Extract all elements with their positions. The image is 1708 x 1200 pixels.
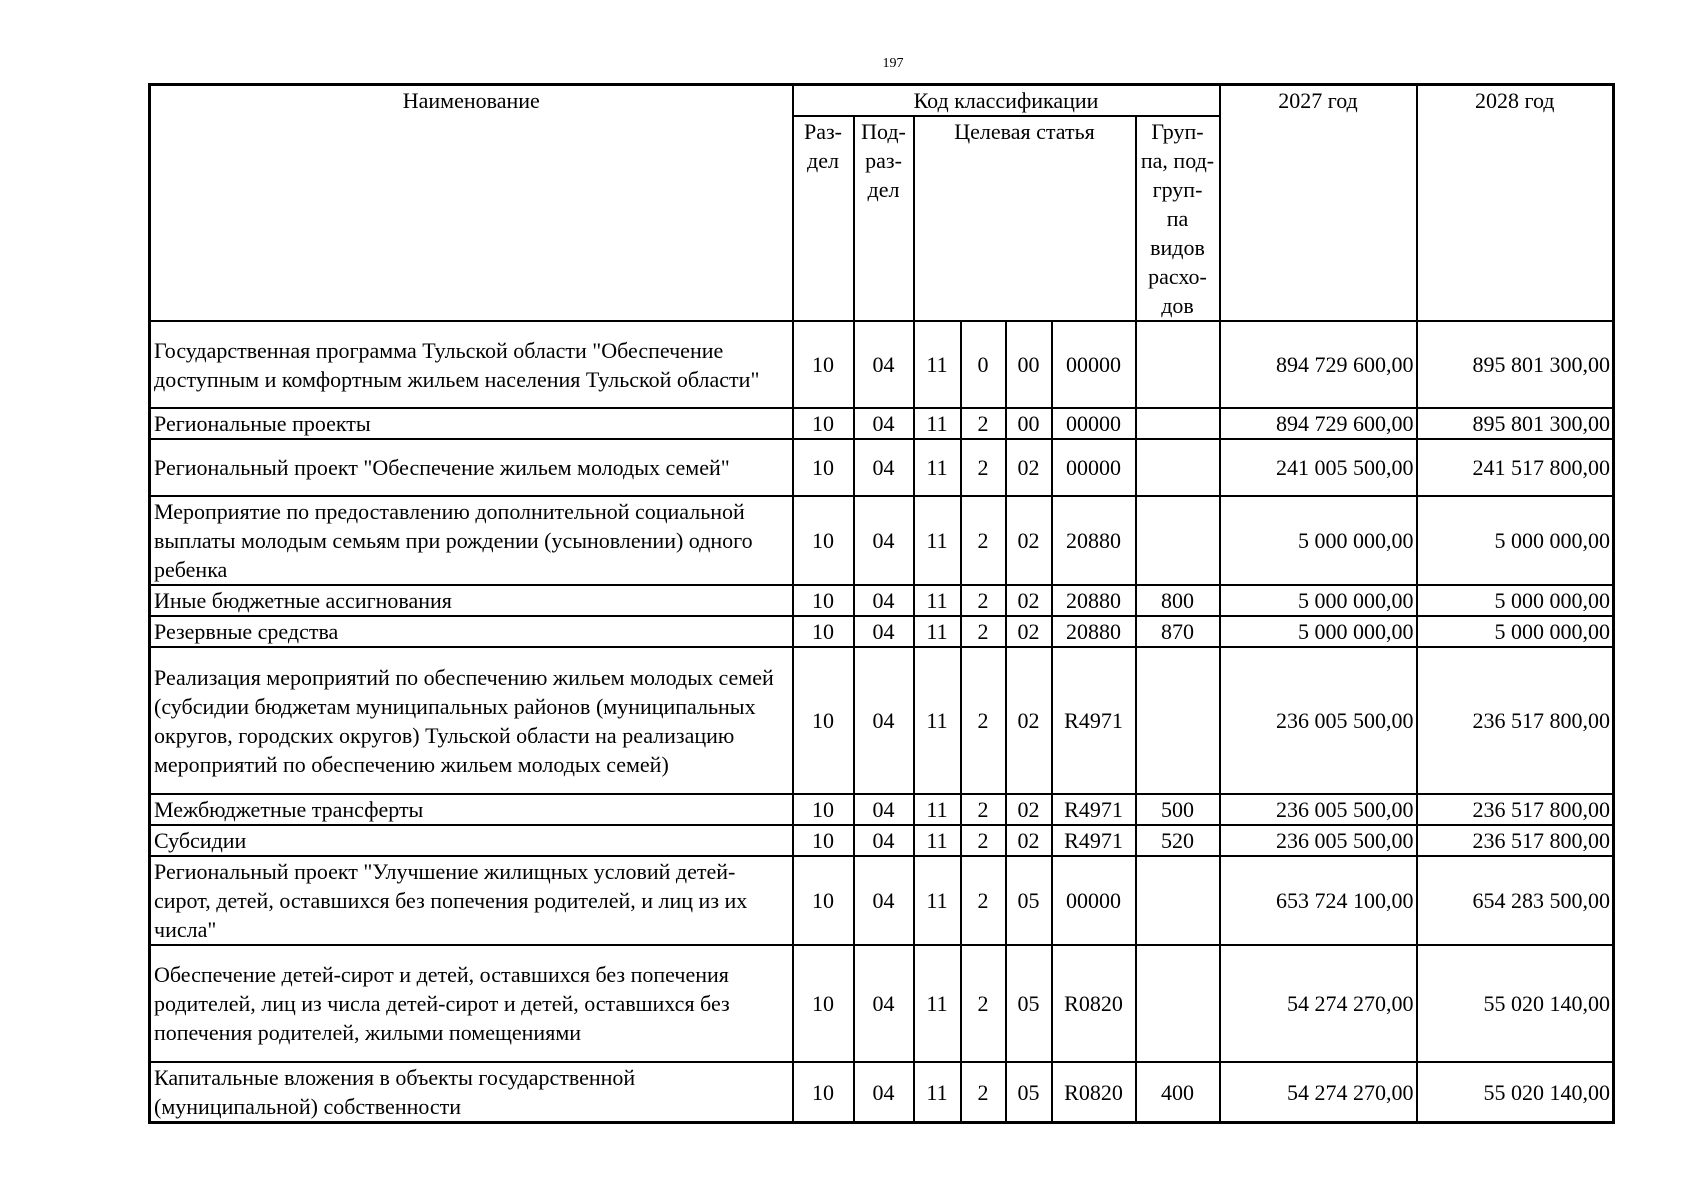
- row-razdel: 10: [793, 408, 854, 439]
- header-podrazdel: Под- раз- дел: [854, 116, 914, 321]
- row-amount-2028: 895 801 300,00: [1417, 321, 1614, 408]
- row-target-type: 0: [961, 321, 1006, 408]
- row-amount-2028: 236 517 800,00: [1417, 647, 1614, 794]
- row-target-subprogram: 02: [1006, 496, 1052, 585]
- row-target-type: 2: [961, 856, 1006, 945]
- header-year-2028: 2028 год: [1417, 85, 1614, 322]
- row-target-direction: 20880: [1052, 616, 1136, 647]
- row-target-program: 11: [914, 647, 961, 794]
- row-podrazdel: 04: [854, 496, 914, 585]
- row-target-direction: R4971: [1052, 825, 1136, 856]
- row-target-subprogram: 02: [1006, 647, 1052, 794]
- row-target-subprogram: 05: [1006, 856, 1052, 945]
- row-amount-2027: 241 005 500,00: [1220, 439, 1417, 496]
- table-row: [150, 496, 1614, 585]
- row-target-program: 11: [914, 585, 961, 616]
- row-name: Мероприятие по предоставлению дополнительной социальной выплаты молодым семьям при рождении (усыновлении) одного ребенка: [150, 496, 793, 585]
- row-target-type: 2: [961, 1062, 1006, 1123]
- row-target-direction: 20880: [1052, 585, 1136, 616]
- row-name: Субсидии: [150, 825, 793, 856]
- row-amount-2028: 236 517 800,00: [1417, 794, 1614, 825]
- row-razdel: 10: [793, 1062, 854, 1123]
- row-razdel: 10: [793, 945, 854, 1062]
- row-target-program: 11: [914, 496, 961, 585]
- row-target-direction: R4971: [1052, 647, 1136, 794]
- row-amount-2027: 5 000 000,00: [1220, 496, 1417, 585]
- row-podrazdel: 04: [854, 585, 914, 616]
- row-name: Региональный проект "Улучшение жилищных условий детей-сирот, детей, оставшихся без попечения родителей, и лиц из их числа": [150, 856, 793, 945]
- row-target-program: 11: [914, 616, 961, 647]
- table-row: [150, 585, 1614, 616]
- row-expense-group: [1136, 408, 1220, 439]
- row-target-subprogram: 02: [1006, 585, 1052, 616]
- row-expense-group: [1136, 496, 1220, 585]
- row-name: Межбюджетные трансферты: [150, 794, 793, 825]
- row-podrazdel: 04: [854, 408, 914, 439]
- row-target-program: 11: [914, 825, 961, 856]
- row-amount-2027: 236 005 500,00: [1220, 825, 1417, 856]
- row-target-type: 2: [961, 616, 1006, 647]
- row-expense-group: 400: [1136, 1062, 1220, 1123]
- row-name: Региональный проект "Обеспечение жильем молодых семей": [150, 439, 793, 496]
- row-target-direction: 00000: [1052, 321, 1136, 408]
- header-code: Код классификации: [793, 85, 1220, 117]
- header-target: Целевая статья: [914, 116, 1136, 321]
- row-podrazdel: 04: [854, 856, 914, 945]
- row-target-type: 2: [961, 585, 1006, 616]
- table-row: [150, 408, 1614, 439]
- row-target-type: 2: [961, 496, 1006, 585]
- row-amount-2028: 55 020 140,00: [1417, 945, 1614, 1062]
- row-target-direction: 00000: [1052, 856, 1136, 945]
- row-target-type: 2: [961, 408, 1006, 439]
- row-razdel: 10: [793, 825, 854, 856]
- row-target-subprogram: 05: [1006, 1062, 1052, 1123]
- row-amount-2028: 5 000 000,00: [1417, 616, 1614, 647]
- row-name: Иные бюджетные ассигнования: [150, 585, 793, 616]
- row-target-type: 2: [961, 794, 1006, 825]
- row-target-type: 2: [961, 439, 1006, 496]
- row-amount-2027: 54 274 270,00: [1220, 945, 1417, 1062]
- row-razdel: 10: [793, 616, 854, 647]
- table-row: [150, 945, 1614, 1062]
- row-target-direction: 00000: [1052, 408, 1136, 439]
- row-target-subprogram: 02: [1006, 439, 1052, 496]
- row-target-subprogram: 00: [1006, 408, 1052, 439]
- row-expense-group: [1136, 945, 1220, 1062]
- row-target-program: 11: [914, 1062, 961, 1123]
- row-podrazdel: 04: [854, 945, 914, 1062]
- row-expense-group: 800: [1136, 585, 1220, 616]
- row-podrazdel: 04: [854, 794, 914, 825]
- row-razdel: 10: [793, 794, 854, 825]
- row-target-type: 2: [961, 647, 1006, 794]
- row-target-subprogram: 02: [1006, 616, 1052, 647]
- row-target-program: 11: [914, 794, 961, 825]
- row-amount-2027: 54 274 270,00: [1220, 1062, 1417, 1123]
- row-name: Реализация мероприятий по обеспечению жильем молодых семей (субсидии бюджетам муниципальных районов (муниципальных округов, городских округов) Тульской области на реализацию мероприятий по обеспечению жильем молодых семей): [150, 647, 793, 794]
- row-razdel: 10: [793, 496, 854, 585]
- header-name: Наименование: [150, 85, 793, 322]
- row-expense-group: 500: [1136, 794, 1220, 825]
- row-amount-2028: 241 517 800,00: [1417, 439, 1614, 496]
- row-name: Резервные средства: [150, 616, 793, 647]
- row-target-type: 2: [961, 945, 1006, 1062]
- header-year-2027: 2027 год: [1220, 85, 1417, 322]
- row-amount-2028: 5 000 000,00: [1417, 585, 1614, 616]
- row-amount-2027: 5 000 000,00: [1220, 616, 1417, 647]
- row-target-subprogram: 00: [1006, 321, 1052, 408]
- row-podrazdel: 04: [854, 439, 914, 496]
- row-razdel: 10: [793, 439, 854, 496]
- row-target-direction: R0820: [1052, 1062, 1136, 1123]
- row-amount-2027: 236 005 500,00: [1220, 794, 1417, 825]
- row-amount-2027: 653 724 100,00: [1220, 856, 1417, 945]
- table-row: [150, 439, 1614, 496]
- row-razdel: 10: [793, 856, 854, 945]
- row-amount-2027: 894 729 600,00: [1220, 321, 1417, 408]
- row-amount-2027: 894 729 600,00: [1220, 408, 1417, 439]
- row-amount-2028: 895 801 300,00: [1417, 408, 1614, 439]
- row-target-program: 11: [914, 945, 961, 1062]
- table-row: [150, 825, 1614, 856]
- table-row: [150, 616, 1614, 647]
- row-target-subprogram: 02: [1006, 794, 1052, 825]
- row-name: Государственная программа Тульской области "Обеспечение доступным и комфортным жильем населения Тульской области": [150, 321, 793, 408]
- row-podrazdel: 04: [854, 647, 914, 794]
- table-row: [150, 1062, 1614, 1123]
- row-target-direction: 20880: [1052, 496, 1136, 585]
- table-row: [150, 856, 1614, 945]
- row-podrazdel: 04: [854, 1062, 914, 1123]
- row-amount-2028: 236 517 800,00: [1417, 825, 1614, 856]
- row-podrazdel: 04: [854, 825, 914, 856]
- row-podrazdel: 04: [854, 616, 914, 647]
- budget-table: [148, 83, 1615, 1124]
- row-razdel: 10: [793, 585, 854, 616]
- row-expense-group: [1136, 647, 1220, 794]
- row-target-direction: R4971: [1052, 794, 1136, 825]
- row-expense-group: 870: [1136, 616, 1220, 647]
- row-name: Капитальные вложения в объекты государственной (муниципальной) собственности: [150, 1062, 793, 1123]
- table-row: [150, 321, 1614, 408]
- page-number: 197: [882, 56, 904, 71]
- row-expense-group: [1136, 321, 1220, 408]
- header-expense-group: Груп- па, под- груп- па видов расхо- дов: [1136, 116, 1220, 321]
- row-target-program: 11: [914, 321, 961, 408]
- row-amount-2027: 5 000 000,00: [1220, 585, 1417, 616]
- row-name: Региональные проекты: [150, 408, 793, 439]
- header-razdel: Раз- дел: [793, 116, 854, 321]
- row-expense-group: 520: [1136, 825, 1220, 856]
- row-target-program: 11: [914, 856, 961, 945]
- row-razdel: 10: [793, 647, 854, 794]
- row-amount-2028: 5 000 000,00: [1417, 496, 1614, 585]
- row-target-program: 11: [914, 439, 961, 496]
- row-amount-2028: 654 283 500,00: [1417, 856, 1614, 945]
- table-row: [150, 794, 1614, 825]
- row-podrazdel: 04: [854, 321, 914, 408]
- row-amount-2027: 236 005 500,00: [1220, 647, 1417, 794]
- row-target-direction: 00000: [1052, 439, 1136, 496]
- table-row: [150, 647, 1614, 794]
- row-expense-group: [1136, 856, 1220, 945]
- row-amount-2028: 55 020 140,00: [1417, 1062, 1614, 1123]
- row-razdel: 10: [793, 321, 854, 408]
- row-target-subprogram: 05: [1006, 945, 1052, 1062]
- row-expense-group: [1136, 439, 1220, 496]
- row-target-direction: R0820: [1052, 945, 1136, 1062]
- row-target-program: 11: [914, 408, 961, 439]
- row-target-subprogram: 02: [1006, 825, 1052, 856]
- row-target-type: 2: [961, 825, 1006, 856]
- row-name: Обеспечение детей-сирот и детей, оставшихся без попечения родителей, лиц из числа детей-сирот и детей, оставшихся без попечения родителей, жилыми помещениями: [150, 945, 793, 1062]
